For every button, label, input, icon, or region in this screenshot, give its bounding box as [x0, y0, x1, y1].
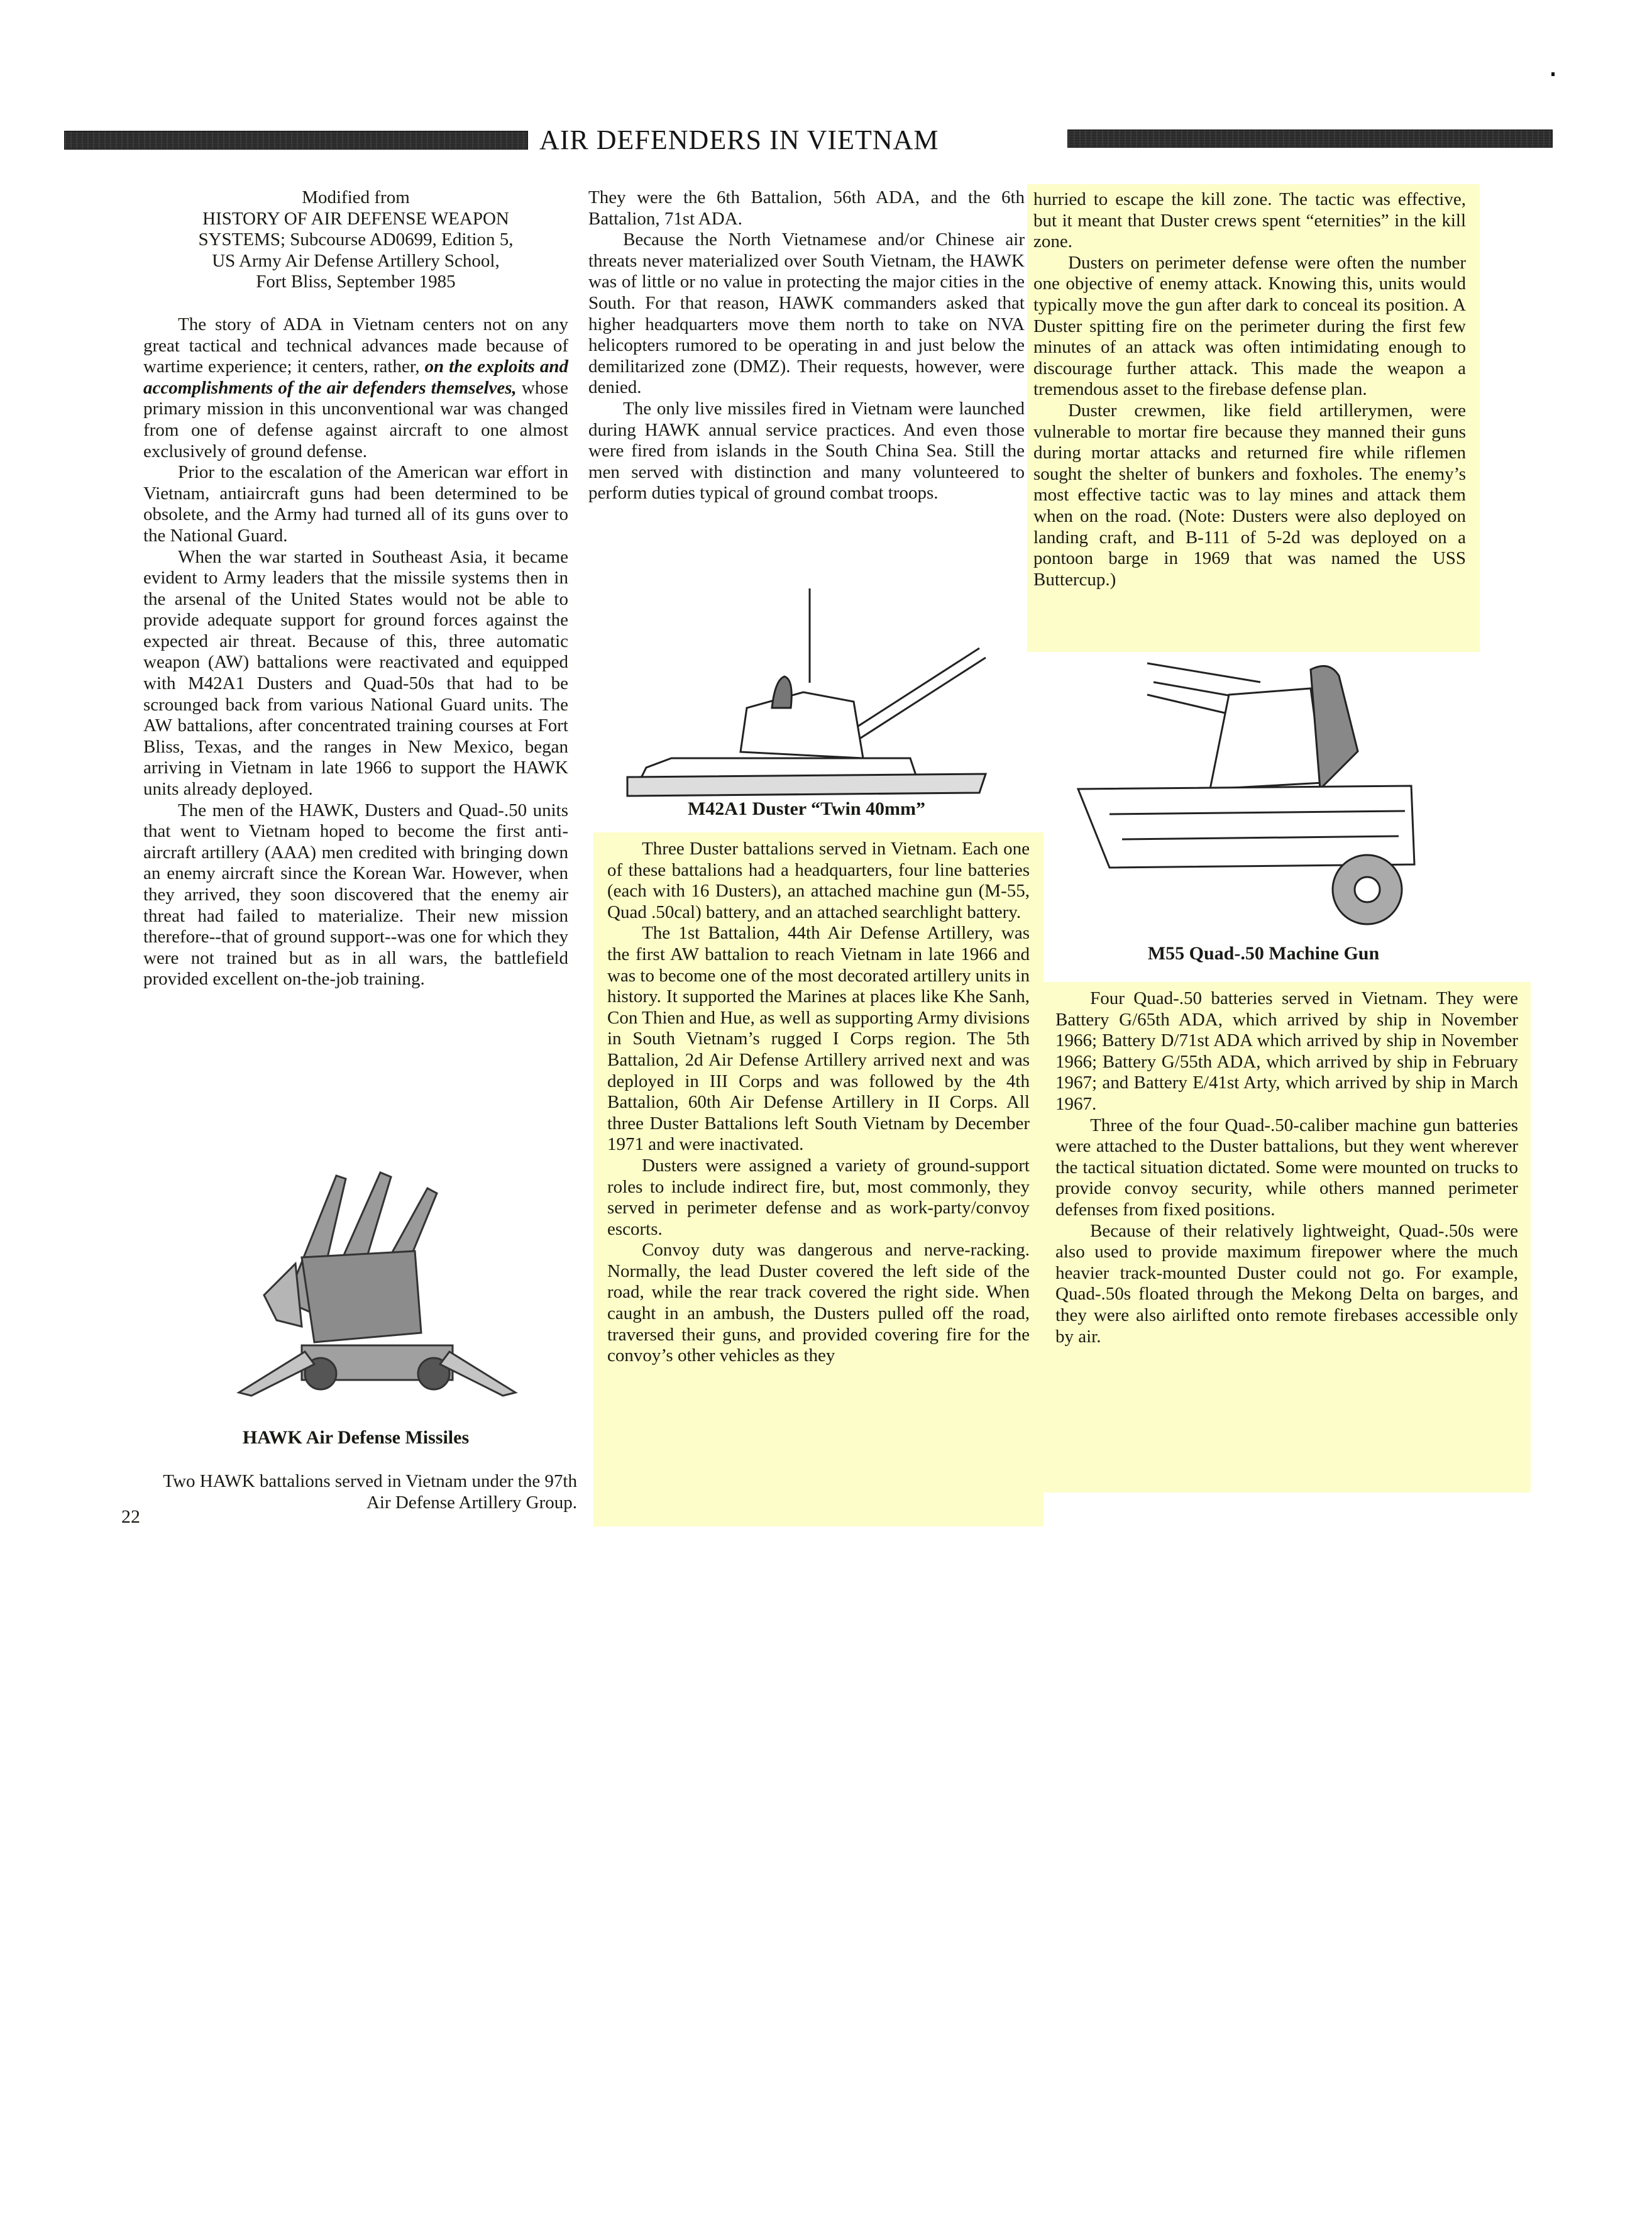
paragraph: Because of their relatively lightweight, Quad-.50s were also used to provide maximum firepower where the much heavier track-mounted Duster could not go. For example, Quad-.50s floated through the Mekong Delta on barges, and they were also airlifted onto remote firebases accessible only by air.: [1055, 1220, 1518, 1347]
duster-tank-illustration: [615, 588, 998, 790]
hawk-paragraph: Two HAWK battalions served in Vietnam under the 97th Air Defense Artillery Group.: [163, 1471, 577, 1513]
intro-text-end: whose primary mission in this unconventional war was changed from one of defense against aircraft to one almost exclusively of ground defense.: [143, 377, 568, 461]
hawk-launcher: [302, 1251, 421, 1342]
header-bar-right: [1067, 130, 1553, 148]
m55-mount: [1210, 688, 1323, 789]
m55-caption: M55 Quad-.50 Machine Gun: [1147, 943, 1380, 964]
duster-track: [627, 774, 986, 796]
duster-gun-barrel: [847, 648, 979, 733]
duster-battalions-box: [593, 832, 1044, 1526]
convoy-duty-box: [1027, 184, 1480, 652]
paragraph: They were the 6th Battalion, 56th ADA, and the 6th Battalion, 71st ADA.: [588, 187, 1025, 229]
hawk-caption: HAWK Air Defense Missiles: [242, 1427, 470, 1448]
source-note-line: Fort Bliss, September 1985: [256, 272, 456, 292]
intro-text: The story of ADA in Vietnam centers not on any great tactical and technical advances made because of wartime experience; it centers, rather,: [143, 314, 568, 377]
duster-caption: M42A1 Duster “Twin 40mm”: [687, 798, 926, 819]
m55-wheel-hub: [1355, 877, 1380, 902]
intro-emphasis: on the exploits and accomplishments of the air defenders themselves,: [143, 356, 568, 398]
duster-gun-barrel: [854, 658, 986, 742]
paragraph: Convoy duty was dangerous and nerve-racking. Normally, the lead Duster covered the left side of the road, while the rear track covered the right side. When caught in an ambush, the Dusters pulled off the road, traversed their guns, and provided covering fire for the convoy’s other vehicles as they: [607, 1240, 1030, 1366]
source-note-line: HISTORY OF AIR DEFENSE WEAPON: [202, 208, 509, 229]
paragraph: When the war started in Southeast Asia, it became evident to Army leaders that the missile systems then in the arsenal of the United States would not be able to provide adequate support for ground forces against the expected air threat. Because of this, three automatic weapon (AW) battalions were reactivated and equipped with M42A1 Dusters and Quad-50s that had to be scrounged back from various National Guard units. The AW battalions, after concentrated training courses at Fort Bliss, Texas, and the ranges in New Mexico, began arriving in Vietnam in late 1966 to support the HAWK units already deployed.: [143, 546, 568, 800]
paragraph: Dusters were assigned a variety of ground-support roles to include indirect fire, but, most commonly, they served in perimeter defense and as work-party/convoy escorts.: [607, 1155, 1030, 1239]
scan-speck: [1551, 72, 1555, 76]
paragraph: The only live missiles fired in Vietnam were launched during HAWK annual service practices. And even those were fired from islands in the South China Sea. Still the men served with distinction and many volunteered to perform duties typical of ground combat troops.: [588, 398, 1025, 504]
duster-crewman: [772, 676, 791, 708]
left-column: [143, 187, 568, 990]
paragraph: The 1st Battalion, 44th Air Defense Artillery, was the first AW battalion to reach Vietnam in late 1966 and was to become one of the most decorated artillery units in history. It supported the Marines at places like Khe Sanh, Con Thien and Hue, as well as supporting Army divisions in South Vietnam’s rugged I Corps region. The 5th Battalion, 2d Air Defense Artillery arrived next and was deployed in III Corps and was followed by the 4th Battalion, 60th Air Defense Artillery in II Corps. All three Duster Battalions left South Vietnam by December 1971 and were inactivated.: [607, 923, 1030, 1155]
paragraph: Three Duster battalions served in Vietnam. Each one of these battalions had a headquarters, four line batteries (each with 16 Dusters), an attached machine gun (M-55, Quad .50cal) battery, and an attached searchlight battery.: [607, 839, 1030, 922]
hawk-text: [143, 1471, 577, 1513]
source-note-line: Modified from: [302, 187, 410, 207]
paragraph: hurried to escape the kill zone. The tactic was effective, but it meant that Duster crews spent “eternities” in the kill zone.: [1033, 189, 1466, 252]
hawk-missile-illustration: [226, 1163, 528, 1402]
middle-column: [588, 187, 1025, 504]
m55-quad-gun-illustration: [1072, 657, 1449, 934]
paragraph: Duster crewmen, like field artillerymen, were vulnerable to mortar fire because they manned their guns during mortar attacks and returned fire while riflemen sought the shelter of bunkers and foxholes. The enemy’s most effective tactic was to lay mines and attack them when on the road. (Note: Dusters were also deployed on landing craft, and B-111 of 5-2d was deployed on a pontoon barge in 1969 that was named the USS Buttercup.): [1033, 400, 1466, 590]
page-number: 22: [121, 1506, 140, 1527]
m55-gunner: [1311, 666, 1358, 789]
quad-50-batteries-box: [1043, 982, 1531, 1492]
paragraph: Prior to the escalation of the American war effort in Vietnam, antiaircraft guns had been determined to be obsolete, and the Army had turned all of its guns over to the National Guard.: [143, 462, 568, 546]
m55-barrel: [1147, 663, 1260, 682]
paragraph: Four Quad-.50 batteries served in Vietnam. They were Battery G/65th ADA, which arrived by ship in November 1966; Battery D/71st ADA which arrived by ship in November 1966; Battery G/55th ADA, which arrived by ship in February 1967; and Battery E/41st Arty, which arrived by ship in March 1967.: [1055, 988, 1518, 1114]
paragraph: Three of the four Quad-.50-caliber machine gun batteries were attached to the Duster battalions, but they went wherever the tactical situation dictated. Some were mounted on trucks to provide convoy security, while others manned perimeter defenses from fixed positions.: [1055, 1115, 1518, 1220]
source-note-line: SYSTEMS; Subcourse AD0699, Edition 5,: [198, 229, 514, 250]
paragraph: Because the North Vietnamese and/or Chinese air threats never materialized over South Vietnam, the HAWK was of little or no value in protecting the major cities in the South. For that reason, HAWK commanders asked that higher headquarters move them north to take on NVA helicopters rumored to be operating in and just below the demilitarized zone (DMZ). Their requests, however, were denied.: [588, 229, 1025, 398]
header-bar-left: [64, 131, 528, 150]
hawk-fin: [264, 1264, 302, 1327]
paragraph: The men of the HAWK, Dusters and Quad-.50 units that went to Vietnam hoped to become the first anti-aircraft artillery (AAA) men credited with bringing down an enemy aircraft since the Korean War. However, when they arrived, they soon discovered that the enemy air threat had failed to materialize. Their new mission therefore--that of ground support--was one for which they were not trained but as in all wars, the battlefield provided excellent on-the-job training.: [143, 800, 568, 990]
duster-turret: [741, 692, 863, 758]
source-note: [143, 187, 568, 293]
paragraph: Dusters on perimeter defense were often the number one objective of enemy attack. Knowing this, units would typically move the gun after dark to conceal its position. A Duster spitting fire on the perimeter during the first few minutes of an attack was often intimidating enough to discourage further attack. This made the weapon a tremendous asset to the firebase defense plan.: [1033, 252, 1466, 400]
page-title: AIR DEFENDERS IN VIETNAM: [539, 124, 939, 155]
source-note-line: US Army Air Defense Artillery School,: [212, 250, 500, 271]
intro-paragraph: [143, 314, 568, 462]
